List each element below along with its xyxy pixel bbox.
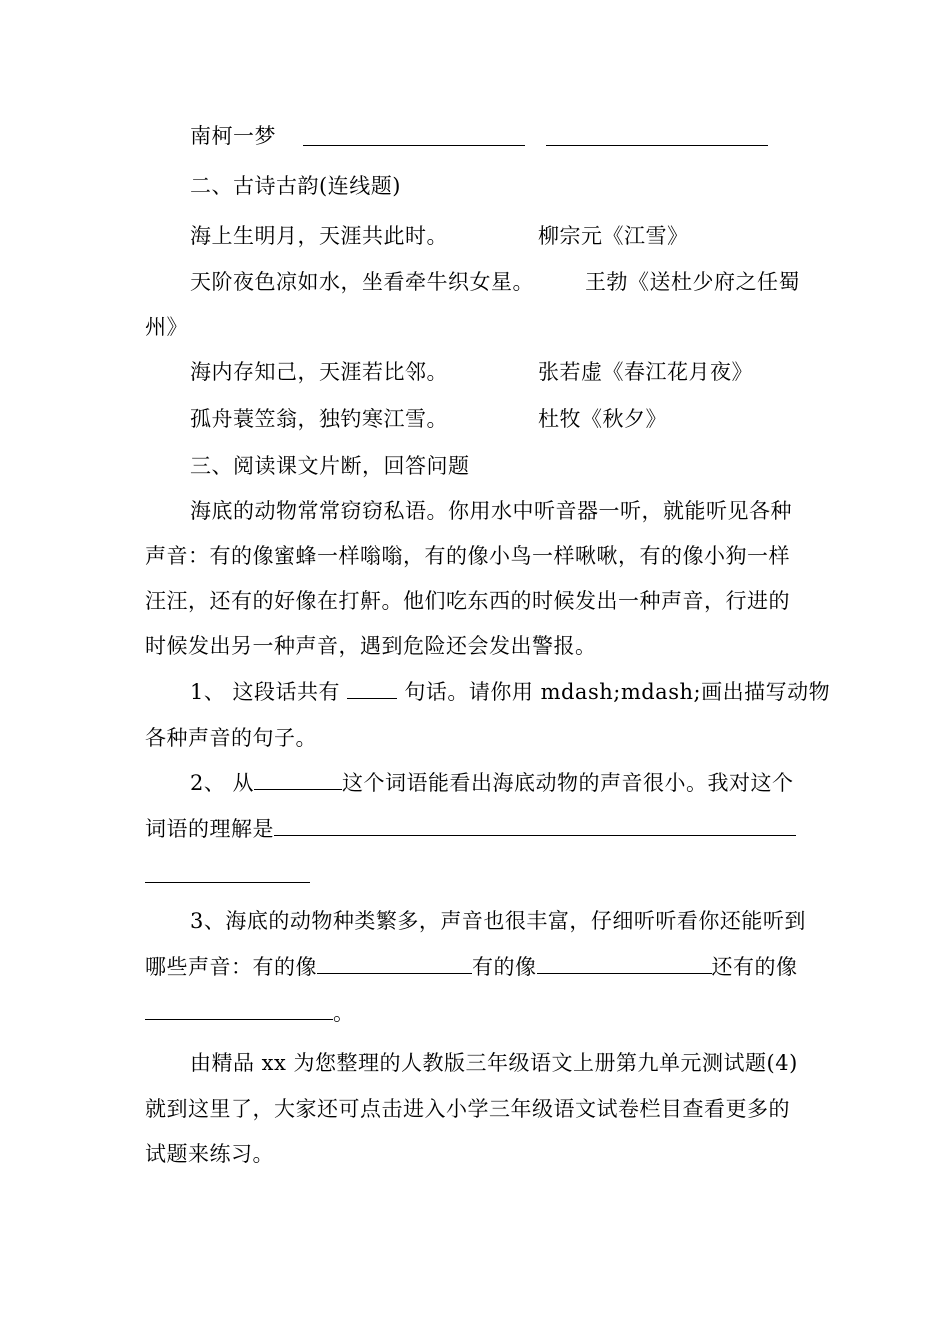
question-3-blank-2[interactable] xyxy=(537,953,712,974)
passage-line-4: 时候发出另一种声音，遇到危险还会发出警报。 xyxy=(145,634,597,658)
question-2-part-c: 词语的理解是 xyxy=(145,817,274,841)
question-1-part-b: 句话。请你用 mdash;mdash;画出描写动物 xyxy=(397,680,831,704)
idiom-text: 南柯一梦 xyxy=(190,124,276,148)
question-2 xyxy=(190,769,794,797)
question-2-answer-blank[interactable] xyxy=(274,815,796,836)
question-2-answer-blank-cont[interactable] xyxy=(145,862,310,883)
poem-source-1: 柳宗元《江雪》 xyxy=(538,224,689,248)
question-3-end xyxy=(145,999,355,1027)
question-3-part-c: 还有的像 xyxy=(711,955,798,979)
question-2-part-b: 这个词语能看出海底动物的声音很小。我对这个 xyxy=(342,771,794,795)
question-3-period: 。 xyxy=(333,1001,355,1025)
question-1-cont: 各种声音的句子。 xyxy=(145,726,317,750)
answer-blank-2[interactable] xyxy=(546,125,768,146)
question-1-blank[interactable] xyxy=(347,678,397,699)
poem-source-3: 张若虚《春江花月夜》 xyxy=(538,360,753,384)
poem-line-1: 海上生明月，天涯共此时。 xyxy=(190,224,448,248)
footer-line-1: 由精品 xx 为您整理的人教版三年级语文上册第九单元测试题(4) xyxy=(190,1051,798,1075)
answer-blank-1[interactable] xyxy=(303,125,525,146)
question-3-cont xyxy=(145,953,798,981)
poem-source-2-cont: 州》 xyxy=(145,315,188,339)
question-3-blank-1[interactable] xyxy=(317,953,472,974)
passage-line-3: 汪汪，还有的好像在打鼾。他们吃东西的时候发出一种声音，行进的 xyxy=(145,589,790,613)
poem-line-2: 天阶夜色凉如水，坐看牵牛织女星。 xyxy=(190,270,534,294)
question-3-blank-3[interactable] xyxy=(145,999,333,1020)
question-3-part-a: 哪些声音：有的像 xyxy=(145,955,317,979)
question-3: 3、海底的动物种类繁多，声音也很丰富，仔细听听看你还能听到 xyxy=(190,909,806,933)
question-2-part-a: 2、 从 xyxy=(190,771,255,795)
section3-heading: 三、阅读课文片断，回答问题 xyxy=(190,454,470,478)
question-3-part-b: 有的像 xyxy=(472,955,537,979)
question-1 xyxy=(190,678,830,706)
poem-line-4: 孤舟蓑笠翁，独钓寒江雪。 xyxy=(190,407,448,431)
question-2-word-blank[interactable] xyxy=(254,769,342,790)
question-2-cont xyxy=(145,815,796,843)
poem-source-2: 王勃《送杜少府之任蜀 xyxy=(585,270,800,294)
section2-heading: 二、古诗古韵(连线题) xyxy=(190,174,401,198)
idiom-row xyxy=(190,122,276,150)
passage-line-1: 海底的动物常常窃窃私语。你用水中听音器一听，就能听见各种 xyxy=(190,499,792,523)
question-1-part-a: 1、 这段话共有 xyxy=(190,680,348,704)
passage-line-2: 声音：有的像蜜蜂一样嗡嗡，有的像小鸟一样啾啾，有的像小狗一样 xyxy=(145,544,790,568)
poem-line-3: 海内存知己，天涯若比邻。 xyxy=(190,360,448,384)
footer-line-3: 试题来练习。 xyxy=(145,1142,274,1166)
poem-source-4: 杜牧《秋夕》 xyxy=(538,407,667,431)
footer-line-2: 就到这里了，大家还可点击进入小学三年级语文试卷栏目查看更多的 xyxy=(145,1097,790,1121)
